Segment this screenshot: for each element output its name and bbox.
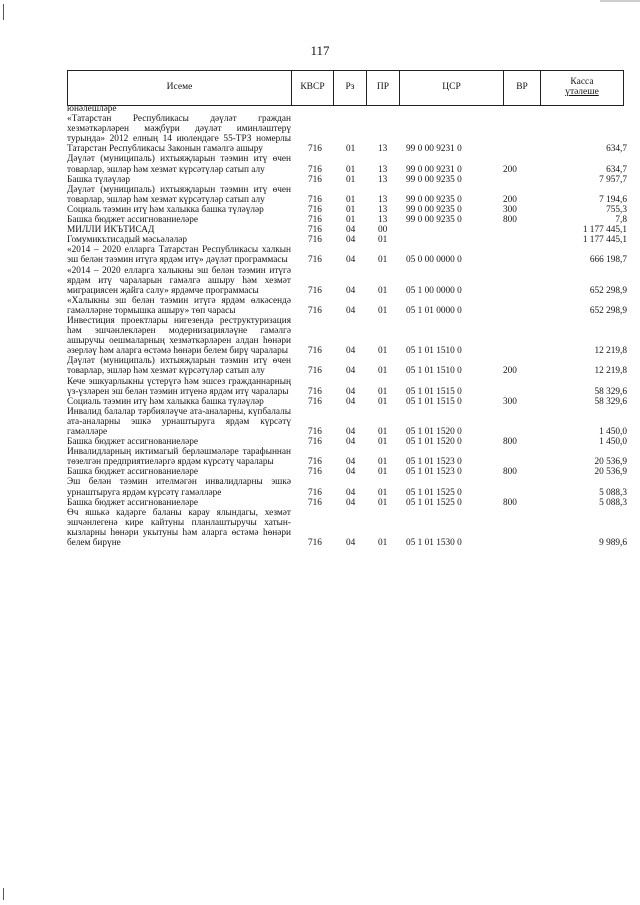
row-vr: 300 [503,204,517,215]
row-amount: 20 536,9 [594,467,627,478]
row-kvsr: 716 [308,386,322,397]
scan-corner-mark [600,0,640,2]
row-pr: 01 [378,427,388,437]
row-name: Башка бюджет ассигнованиеләре [67,497,199,508]
row-rz: 04 [346,487,356,498]
row-name: «Татарстан Республикасы дәүләт граждан хезмәткәрләрен мәҗбүри дәүләт иминләштерү турында» 2012 елның 14 июлендәге 55-ТРЗ номерлы Татарстан Республикасы Законын гамәлгә ашыру [67,114,291,155]
header-name: Исеме [68,71,292,105]
row-rz: 04 [346,235,356,246]
table-row [67,225,627,235]
row-vr: 800 [503,467,517,478]
row-amount: 1 450,0 [599,437,627,448]
row-pr: 01 [378,235,388,246]
row-csr: 05 1 01 0000 0 [406,305,462,316]
row-name: Кече эшкуарлыкны үстерүгә һәм эшсез гражданнарның үз-үзләрен эш белән тәэмин итүенә ярдәм итү чаралары [67,376,291,397]
table-row [67,235,627,245]
row-name: МИЛЛИ ИКЪТИСАД [67,225,155,236]
row-pr: 01 [378,457,388,468]
row-vr: 800 [503,437,517,448]
row-kvsr: 716 [308,225,322,236]
row-csr: 05 1 01 1515 0 [406,386,462,397]
row-kvsr: 716 [308,396,322,407]
row-pr: 01 [378,437,388,448]
header-csr: ЦСР [400,71,504,105]
row-amount: 755,3 [606,204,627,215]
row-kvsr: 716 [308,427,322,437]
row-amount: 5 088,3 [599,487,627,498]
table-row [67,185,627,205]
row-name: Инвалид балалар тәрбияләүче ата-аналарны, күпбалалы ата-аналарны эшкә урнаштыруга ярдәм күрсәтү гамәлләре [67,406,291,437]
row-rz: 04 [346,437,356,448]
table-row [67,104,627,114]
row-amount: 1 177 445,1 [582,225,627,236]
table-row [67,316,627,356]
row-csr: 05 1 00 0000 0 [406,285,462,296]
row-kvsr: 716 [308,285,322,296]
row-name: Башка бюджет ассигнованиеләре [67,467,199,478]
table-row [67,477,627,497]
table-row [67,215,627,225]
row-name: Дәүләт (муниципаль) ихтыяҗларын тәэмин итү өчен товарлар, эшләр һәм хезмәт күрсәтүләр сатып алу [67,154,291,175]
row-name: Инвестиция проектлары нигезендә реструктуризация һәм эшчәнлекләрен модернизацияләүне гамәлгә ашыручы оешмаларның хезмәткәрләрен алдан һөнәри әзерләү һәм аларга өстәмә һөнәри белем бирү чаралары [67,315,291,357]
table-row [67,397,627,407]
row-amount: 634,7 [606,164,627,175]
row-csr: 99 0 00 9231 0 [406,144,462,155]
row-pr: 00 [378,225,388,236]
row-vr: 300 [503,396,517,407]
row-name: Дәүләт (муниципаль) ихтыяҗларын тәэмин итү өчен товарлар, эшләр һәм хезмәт күрсәтүләр сатып алу [67,184,291,205]
table-row [67,508,627,548]
table-row [67,266,627,296]
row-pr: 01 [378,346,388,357]
table-row [67,175,627,185]
table-row [67,447,627,467]
table-row [67,245,627,265]
row-name: Эш белән тәэмин ителмәгән инвалидларны эшкә урнаштыруга ярдәм күрсәтү гамәлләре [67,477,291,498]
row-kvsr: 716 [308,346,322,357]
header-kvsr: КВСР [292,71,334,105]
row-rz: 01 [346,204,356,215]
row-rz: 01 [346,144,356,155]
row-pr: 13 [378,194,388,205]
row-rz: 01 [346,164,356,175]
row-rz: 04 [346,366,356,377]
header-pr: ПР [367,71,400,105]
row-csr: 99 0 00 9235 0 [406,174,462,185]
row-rz: 04 [346,386,356,397]
row-amount: 12 219,8 [594,346,627,357]
row-kvsr: 716 [308,215,322,226]
row-amount: 20 536,9 [594,457,627,468]
row-amount: 7 957,7 [599,174,627,185]
row-kvsr: 716 [308,194,322,205]
table-row [67,205,627,215]
row-name: Башка бюджет ассигнованиеләре [67,437,199,448]
row-pr: 01 [378,487,388,498]
row-rz: 01 [346,174,356,185]
row-amount: 652 298,9 [589,285,627,296]
row-kvsr: 716 [308,366,322,377]
row-rz: 04 [346,457,356,468]
row-csr: 05 1 01 1520 0 [406,437,462,448]
row-name: Башка бюджет ассигнованиеләре [67,215,199,226]
row-pr: 01 [378,305,388,316]
page-number: 117 [310,43,330,58]
row-csr: 05 1 01 1515 0 [406,396,462,407]
header-kassa-line1: Касса [570,77,594,88]
row-pr: 13 [378,164,388,175]
row-csr: 99 0 00 9235 0 [406,215,462,226]
row-amount: 666 198,7 [589,255,627,266]
row-rz: 04 [346,305,356,316]
table-row [67,377,627,397]
row-kvsr: 716 [308,437,322,448]
row-amount: 5 088,3 [599,497,627,508]
row-name: «Халыкны эш белән тәэмин итүгә ярдәм өлкәсендә гамәлләрне тормышка ашыру» төп чарасы [67,295,291,316]
table-row [67,154,627,174]
row-pr: 13 [378,144,388,155]
row-kvsr: 716 [308,467,322,478]
row-rz: 04 [346,538,356,549]
row-amount: 12 219,8 [594,366,627,377]
row-amount: 634,7 [606,144,627,155]
row-csr: 99 0 00 9235 0 [406,194,462,205]
row-kvsr: 716 [308,204,322,215]
row-name: Дәүләт (муниципаль) ихтыяҗларын тәэмин итү өчен товарлар, эшләр һәм хезмәт күрсәтүләр сатып алу [67,356,291,377]
row-kvsr: 716 [308,538,322,549]
row-kvsr: 716 [308,457,322,468]
row-vr: 200 [503,194,517,205]
row-vr: 800 [503,215,517,226]
table-row [67,114,627,154]
row-name: «2014 – 2020 елларга Татарстан Республикасы халкын эш белән тәэмин итүгә ярдәм итү» дәүләт программасы [67,245,291,266]
table-header [67,70,624,106]
row-kvsr: 716 [308,174,322,185]
row-csr: 99 0 00 9235 0 [406,204,462,215]
row-csr: 05 1 01 1525 0 [406,487,462,498]
scan-edge-mark [3,4,4,20]
table-row [67,296,627,316]
row-vr: 800 [503,497,517,508]
header-kassa [541,71,623,105]
row-name: Гомумикътисадый мәсьәләләр [67,235,187,246]
row-rz: 04 [346,346,356,357]
row-amount: 652 298,9 [589,305,627,316]
row-name: Социаль тәэмин итү һәм халыкка башка түләүләр [67,204,264,215]
row-vr: 200 [503,366,517,377]
row-csr: 05 0 00 0000 0 [406,255,462,266]
table-row [67,467,627,477]
row-pr: 01 [378,538,388,549]
row-rz: 01 [346,215,356,226]
row-kvsr: 716 [308,235,322,246]
row-pr: 01 [378,366,388,377]
row-kvsr: 716 [308,164,322,175]
row-rz: 04 [346,497,356,508]
row-pr: 13 [378,215,388,226]
row-csr: 05 1 01 1520 0 [406,427,462,437]
row-csr: 99 0 00 9231 0 [406,164,462,175]
row-csr: 05 1 01 1523 0 [406,457,462,468]
row-pr: 01 [378,497,388,508]
row-amount: 58 329,6 [594,396,627,407]
row-name: Өч яшькә кадәрге баланы карау ялындагы, хезмәт эшчәнлегенә кире кайтуны планлаштыручы хатын-кызларны һөнәри укытуны һәм аларга өстәмә һөнәри белем бирүне [67,507,291,549]
row-vr: 200 [503,164,517,175]
row-pr: 01 [378,255,388,266]
row-kvsr: 716 [308,305,322,316]
row-amount: 9 989,6 [599,538,627,549]
table-row [67,356,627,376]
row-amount: 7 194,6 [599,194,627,205]
row-kvsr: 716 [308,255,322,266]
row-csr: 05 1 01 1530 0 [406,538,462,549]
row-name: Социаль тәэмин итү һәм халыкка башка түләүләр [67,396,264,407]
row-kvsr: 716 [308,497,322,508]
row-pr: 01 [378,285,388,296]
row-csr: 05 1 01 1525 0 [406,497,462,508]
header-kassa-line2: үтәлеше [565,87,599,97]
row-rz: 04 [346,467,356,478]
table-row [67,437,627,447]
row-pr: 01 [378,467,388,478]
row-name: Башка түләүләр [67,174,130,185]
row-csr: 05 1 01 1510 0 [406,346,462,357]
header-rz: Рз [334,71,367,105]
table-row [67,498,627,508]
row-amount: 1 450,0 [599,427,627,437]
row-rz: 04 [346,396,356,407]
table-body [67,104,627,548]
row-amount: 7,8 [615,215,627,226]
row-rz: 04 [346,225,356,236]
row-name: Инвалидларның иктимагый берләшмәләре тарафыннан төзелгән предприятиеләргә ярдәм күрсәтү чаралары [67,447,291,468]
row-rz: 04 [346,255,356,266]
row-csr: 05 1 01 1510 0 [406,366,462,377]
row-rz: 01 [346,194,356,205]
row-kvsr: 716 [308,487,322,498]
row-csr: 05 1 01 1523 0 [406,467,462,478]
row-rz: 04 [346,285,356,296]
row-pr: 13 [378,204,388,215]
row-rz: 04 [346,427,356,437]
table-row [67,407,627,437]
row-kvsr: 716 [308,144,322,155]
row-name: юнәлешләре [67,104,117,114]
row-pr: 01 [378,386,388,397]
row-pr: 13 [378,174,388,185]
row-amount: 1 177 445,1 [582,235,627,246]
row-name: «2014 – 2020 елларга халыкны эш белән тәэмин итүгә ярдәм итү чараларын гамәлгә ашыру һәм хезмәт миграциясен җайга салу» ярдәмче программасы [67,265,291,296]
row-pr: 01 [378,396,388,407]
header-vr: ВР [504,71,541,105]
row-amount: 58 329,6 [594,386,627,397]
scan-edge-mark [3,888,4,900]
